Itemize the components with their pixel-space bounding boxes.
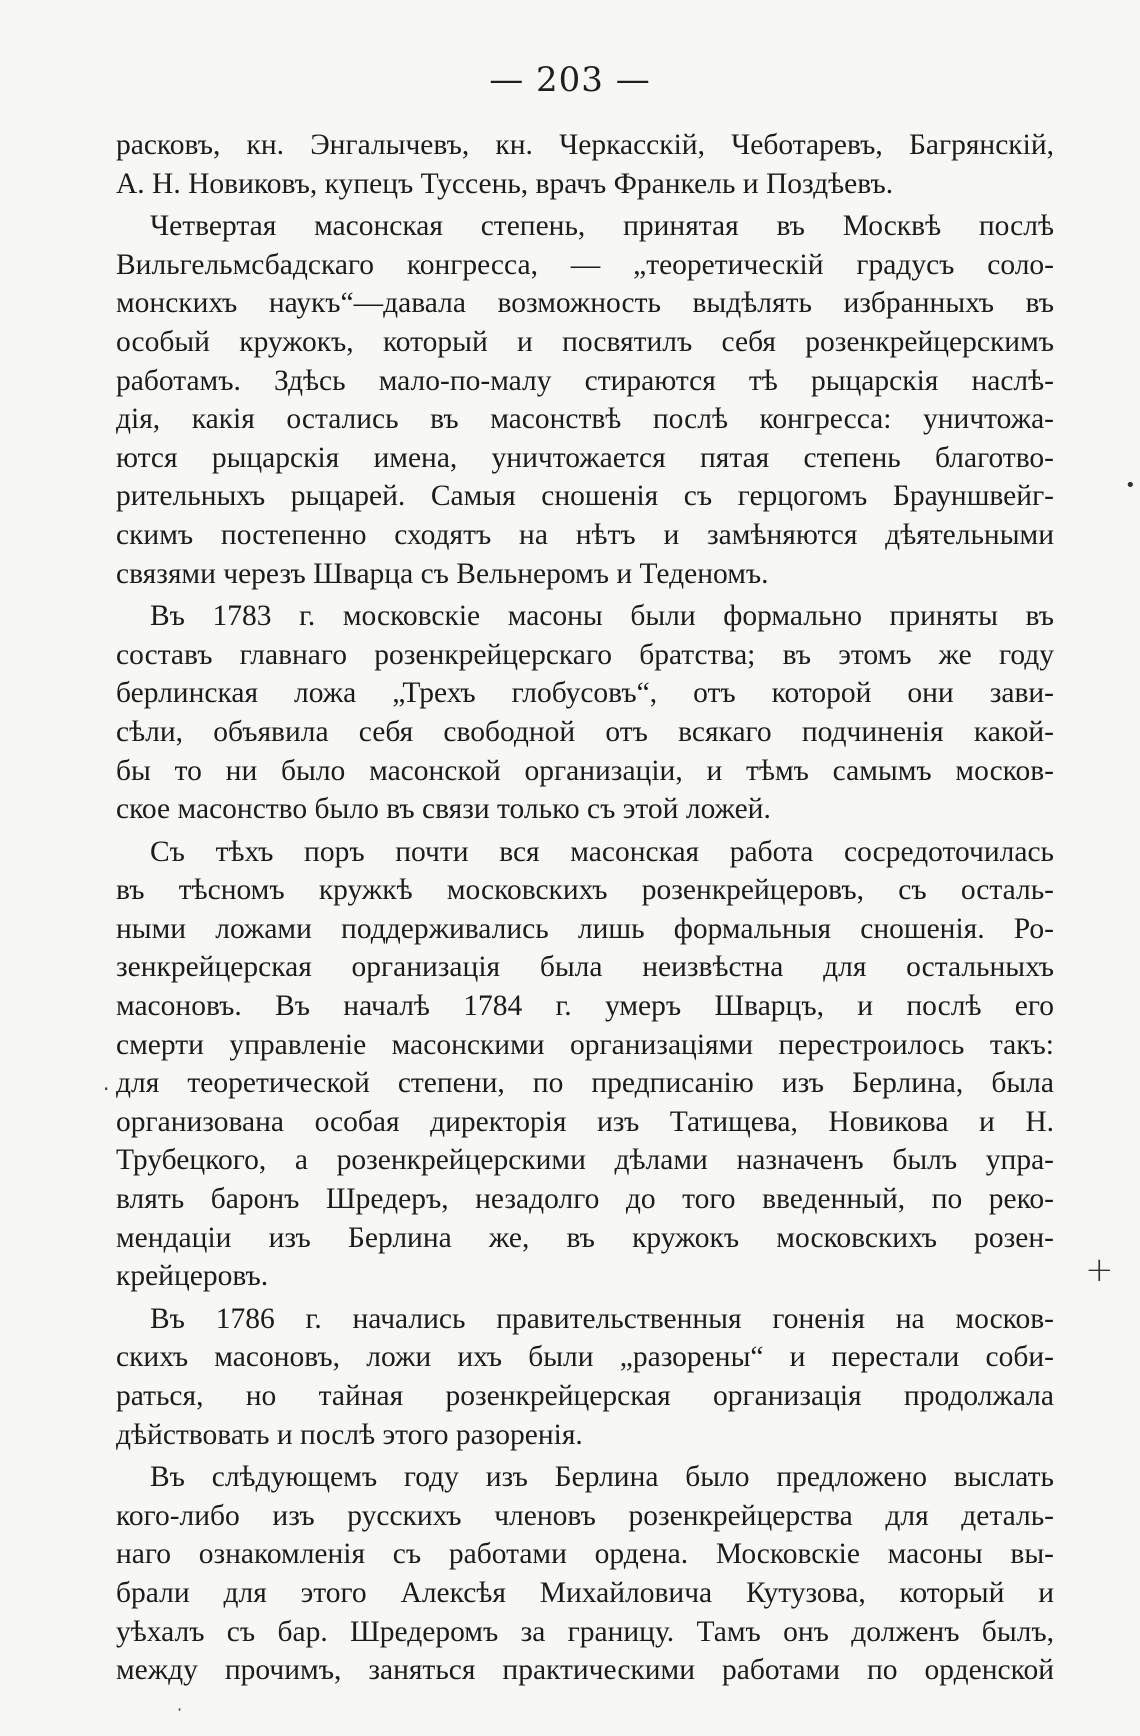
text-line: крейцеровъ. <box>116 1260 269 1293</box>
text-line: ются рыцарскія имена, уничтожается пятая степень благотво- <box>116 441 1054 474</box>
text-line: Въ слѣдующемъ году изъ Берлина было предложено выслать <box>150 1461 1054 1494</box>
text-line: между прочимъ, заняться практическими работами по орденской <box>116 1654 1054 1687</box>
page-number: — 203 — <box>489 60 651 100</box>
text-line: бы то ни было масонской организаціи, и тѣмъ самымъ москов- <box>116 754 1054 787</box>
text-line: дѣйствовать и послѣ этого разоренія. <box>116 1418 583 1451</box>
text-line: для теоретической степени, по предписанію изъ Берлина, была <box>116 1067 1054 1100</box>
text-line: зенкрейцерская организація была неизвѣстна для остальныхъ <box>116 951 1054 984</box>
text-line: наго ознакомленія съ работами ордена. Московскіе масоны вы- <box>116 1538 1054 1571</box>
text-line: брали для этого Алексѣя Михайловича Кутузова, который и <box>116 1576 1054 1609</box>
text-line: монскихъ наукъ“—давала возможность выдѣлять избранныхъ въ <box>116 287 1054 320</box>
text-line: Четвертая масонская степень, принятая въ Москвѣ послѣ <box>150 210 1054 243</box>
text-line: берлинская ложа „Трехъ глобусовъ“, отъ которой они зави- <box>116 677 1054 710</box>
text-line: Трубецкого, а розенкрейцерскими дѣлами назначенъ былъ упра- <box>116 1144 1054 1177</box>
text-line: Вильгельмсбадскаго конгресса, — „теоретическій градусъ соло- <box>116 248 1054 281</box>
text-line: расковъ, кн. Энгалычевъ, кн. Черкасскій, Чеботаревъ, Багрянскій, <box>116 129 1054 161</box>
text-line: смерти управленіе масонскими организаціями перестроилось такъ: <box>116 1028 1054 1061</box>
text-line: работамъ. Здѣсь мало-по-малу стираются тѣ рыцарскія наслѣ- <box>116 364 1054 397</box>
text-line: рительныхъ рыцарей. Самыя сношенія съ герцогомъ Брауншвейг- <box>116 480 1054 513</box>
text-line: кого-либо изъ русскихъ членовъ розенкрейцерства для деталь- <box>116 1499 1054 1532</box>
margin-plus-mark: + <box>1085 1250 1114 1290</box>
margin-dot-mark: · <box>177 1700 183 1719</box>
text-line: Въ 1786 г. начались правительственныя гоненія на москов- <box>150 1302 1054 1335</box>
text-line: ское масонство было въ связи только съ этой ложей. <box>116 793 771 826</box>
text-line: скихъ масоновъ, ложи ихъ были „разорены“ и перестали соби- <box>116 1341 1054 1374</box>
text-line: Въ 1783 г. московскіе масоны были формально приняты въ <box>150 600 1054 633</box>
text-line: уѣхалъ съ бар. Шредеромъ за границу. Тамъ онъ долженъ былъ, <box>116 1615 1054 1648</box>
text-line: связями черезъ Шварца съ Вельнеромъ и Теденомъ. <box>116 557 769 590</box>
text-line: особый кружокъ, который и посвятилъ себя розенкрейцерскимъ <box>116 325 1054 358</box>
text-line: мендаціи изъ Берлина же, въ кружокъ московскихъ розен- <box>116 1221 1054 1254</box>
text-line: А. Н. Новиковъ, купецъ Туссень, врачъ Франкель и Поздѣевъ. <box>116 167 894 200</box>
margin-dot-mark: • <box>1125 475 1136 496</box>
text-line: Съ тѣхъ поръ почти вся масонская работа сосредоточилась <box>150 835 1054 868</box>
text-line: ными ложами поддерживались лишь формальныя сношенія. Ро- <box>116 912 1054 945</box>
text-line: сѣли, объявила себя свободной отъ всякаго подчиненія какой- <box>116 715 1054 748</box>
text-line: дія, какія остались въ масонствѣ послѣ конгресса: уничтожа- <box>116 403 1054 436</box>
text-line: раться, но тайная розенкрейцерская организація продолжала <box>116 1380 1054 1412</box>
text-line: скимъ постепенно сходятъ на нѣтъ и замѣняются дѣятельными <box>116 518 1054 551</box>
margin-dot-mark: · <box>103 1077 110 1101</box>
body-text <box>116 126 1054 1690</box>
text-line: влять баронъ Шредеръ, незадолго до того введенный, по реко- <box>116 1183 1054 1216</box>
text-line: организована особая директорія изъ Татищева, Новикова и Н. <box>116 1105 1054 1138</box>
text-line: составъ главнаго розенкрейцерскаго братства; въ этомъ же году <box>116 638 1054 671</box>
text-line: масоновъ. Въ началѣ 1784 г. умеръ Шварцъ, и послѣ его <box>116 990 1054 1023</box>
text-line: въ тѣсномъ кружкѣ московскихъ розенкрейцеровъ, съ осталь- <box>116 874 1054 907</box>
